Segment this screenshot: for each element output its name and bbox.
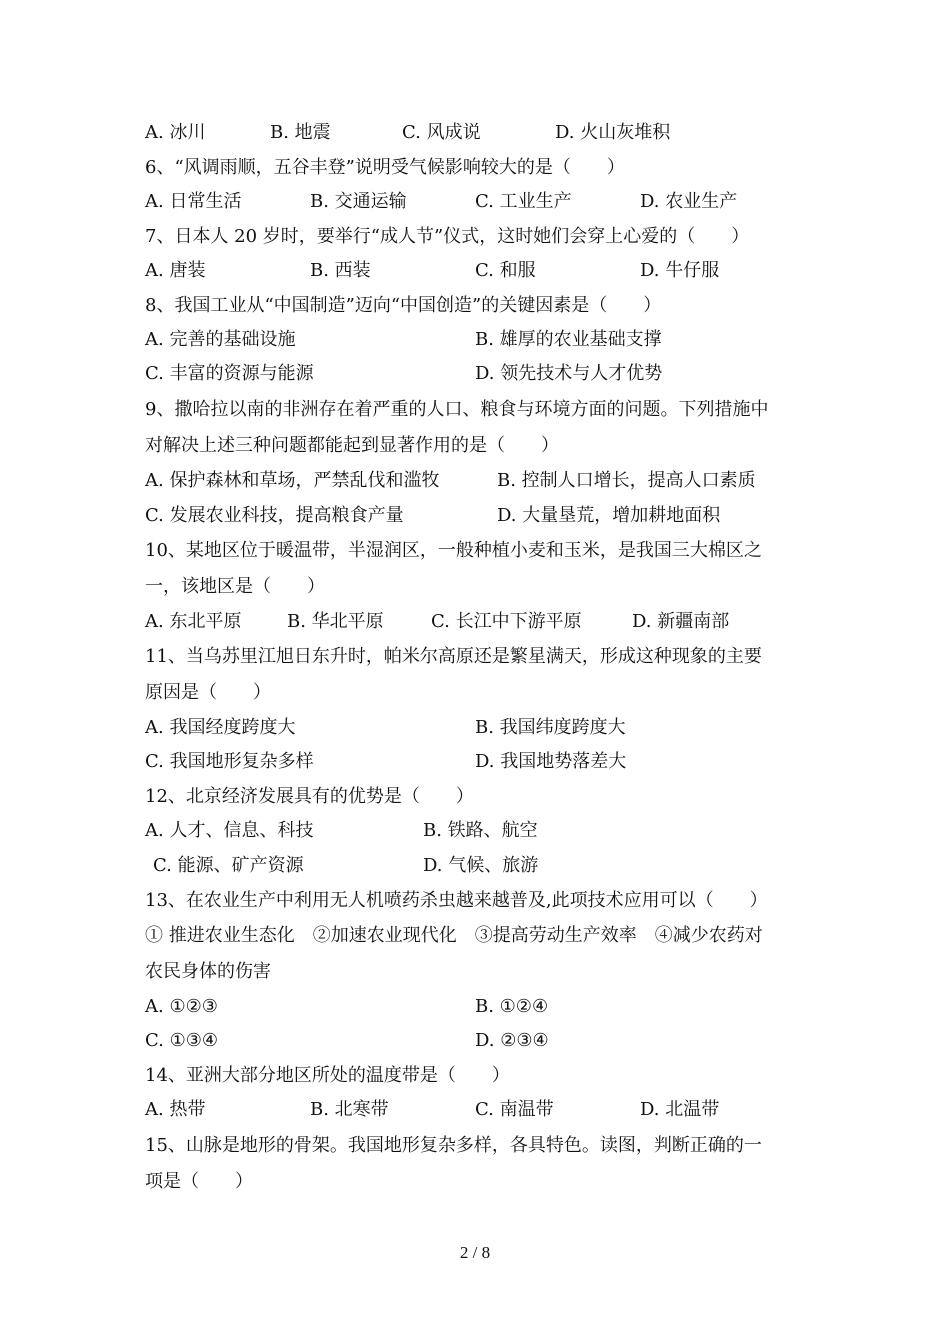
q14-question: 14、亚洲大部分地区所处的温度带是（ ） (145, 1065, 510, 1086)
q12-option-b: B. 铁路、航空 (423, 820, 538, 841)
q6-option-b: B. 交通运输 (310, 191, 407, 212)
q5-option-d: D. 火山灰堆积 (555, 122, 671, 143)
q12-option-c: C. 能源、矿产资源 (153, 855, 304, 876)
q14-option-c: C. 南温带 (475, 1099, 554, 1120)
q6-option-c: C. 工业生产 (475, 191, 572, 212)
q7-option-b: B. 西装 (310, 260, 371, 281)
q8-question: 8、我国工业从“中国制造”迈向“中国创造”的关键因素是（ ） (145, 295, 662, 316)
q8-option-d: D. 领先技术与人才优势 (475, 363, 663, 384)
q10-option-b: B. 华北平原 (287, 611, 384, 632)
q11-question-line2: 原因是（ ） (145, 682, 271, 703)
q13-statements-line2: 农民身体的伤害 (145, 961, 271, 982)
q9-option-d: D. 大量垦荒，增加耕地面积 (497, 505, 721, 526)
q7-option-c: C. 和服 (475, 260, 536, 281)
q14-option-d: D. 北温带 (640, 1099, 720, 1120)
q10-question-line1: 10、某地区位于暖温带，半湿润区，一般种植小麦和玉米，是我国三大棉区之 (145, 540, 762, 561)
q7-question: 7、日本人 20 岁时，要举行“成人节”仪式，这时她们会穿上心爱的（ ） (145, 226, 750, 247)
q11-option-c: C. 我国地形复杂多样 (145, 751, 314, 772)
q11-question-line1: 11、当乌苏里江旭日东升时，帕米尔高原还是繁星满天，形成这种现象的主要 (145, 646, 762, 667)
q14-option-b: B. 北寒带 (310, 1099, 389, 1120)
q15-question-line2: 项是（ ） (145, 1171, 253, 1192)
page-number: 2 / 8 (459, 1243, 491, 1262)
q8-option-a: A. 完善的基础设施 (145, 329, 296, 350)
q13-option-b: B. ①②④ (475, 996, 549, 1017)
q9-question-line1: 9、撒哈拉以南的非洲存在着严重的人口、粮食与环境方面的问题。下列措施中 (145, 399, 769, 420)
q15-question-line1: 15、山脉是地形的骨架。我国地形复杂多样，各具特色。读图，判断正确的一 (145, 1135, 762, 1156)
q8-option-b: B. 雄厚的农业基础支撑 (475, 329, 662, 350)
q6-option-d: D. 农业生产 (640, 191, 738, 212)
q6-question: 6、“风调雨顺，五谷丰登”说明受气候影响较大的是（ ） (145, 157, 625, 178)
q13-option-d: D. ②③④ (475, 1030, 549, 1051)
q10-option-a: A. 东北平原 (145, 611, 242, 632)
q7-option-d: D. 牛仔服 (640, 260, 720, 281)
q12-option-a: A. 人才、信息、科技 (145, 820, 314, 841)
q9-question-line2: 对解决上述三种问题都能起到显著作用的是（ ） (145, 435, 559, 456)
q8-option-c: C. 丰富的资源与能源 (145, 363, 314, 384)
q12-question: 12、北京经济发展具有的优势是（ ） (145, 786, 474, 807)
q9-option-b: B. 控制人口增长，提高人口素质 (497, 470, 756, 491)
q13-option-c: C. ①③④ (145, 1030, 218, 1051)
q5-option-b: B. 地震 (270, 122, 331, 143)
q5-option-c: C. 风成说 (402, 122, 481, 143)
q11-option-d: D. 我国地势落差大 (475, 751, 627, 772)
q6-option-a: A. 日常生活 (145, 191, 242, 212)
q13-statements-line1: ① 推进农业生态化 ②加速农业现代化 ③提高劳动生产效率 ④减少农药对 (145, 925, 763, 946)
q11-option-a: A. 我国经度跨度大 (145, 717, 296, 738)
q10-option-d: D. 新疆南部 (632, 611, 730, 632)
q9-option-a: A. 保护森林和草场，严禁乱伐和滥牧 (145, 470, 440, 491)
q10-question-line2: 一，该地区是（ ） (145, 576, 325, 597)
q13-option-a: A. ①②③ (145, 996, 218, 1017)
q5-option-a: A. 冰川 (145, 122, 206, 143)
q11-option-b: B. 我国纬度跨度大 (475, 717, 626, 738)
q12-option-d: D. 气候、旅游 (423, 855, 539, 876)
q13-question: 13、在农业生产中利用无人机喷药杀虫越来越普及,此项技术应用可以（ ） (145, 890, 768, 911)
q9-option-c: C. 发展农业科技，提高粮食产量 (145, 505, 404, 526)
q14-option-a: A. 热带 (145, 1099, 206, 1120)
q7-option-a: A. 唐装 (145, 260, 206, 281)
q10-option-c: C. 长江中下游平原 (431, 611, 582, 632)
